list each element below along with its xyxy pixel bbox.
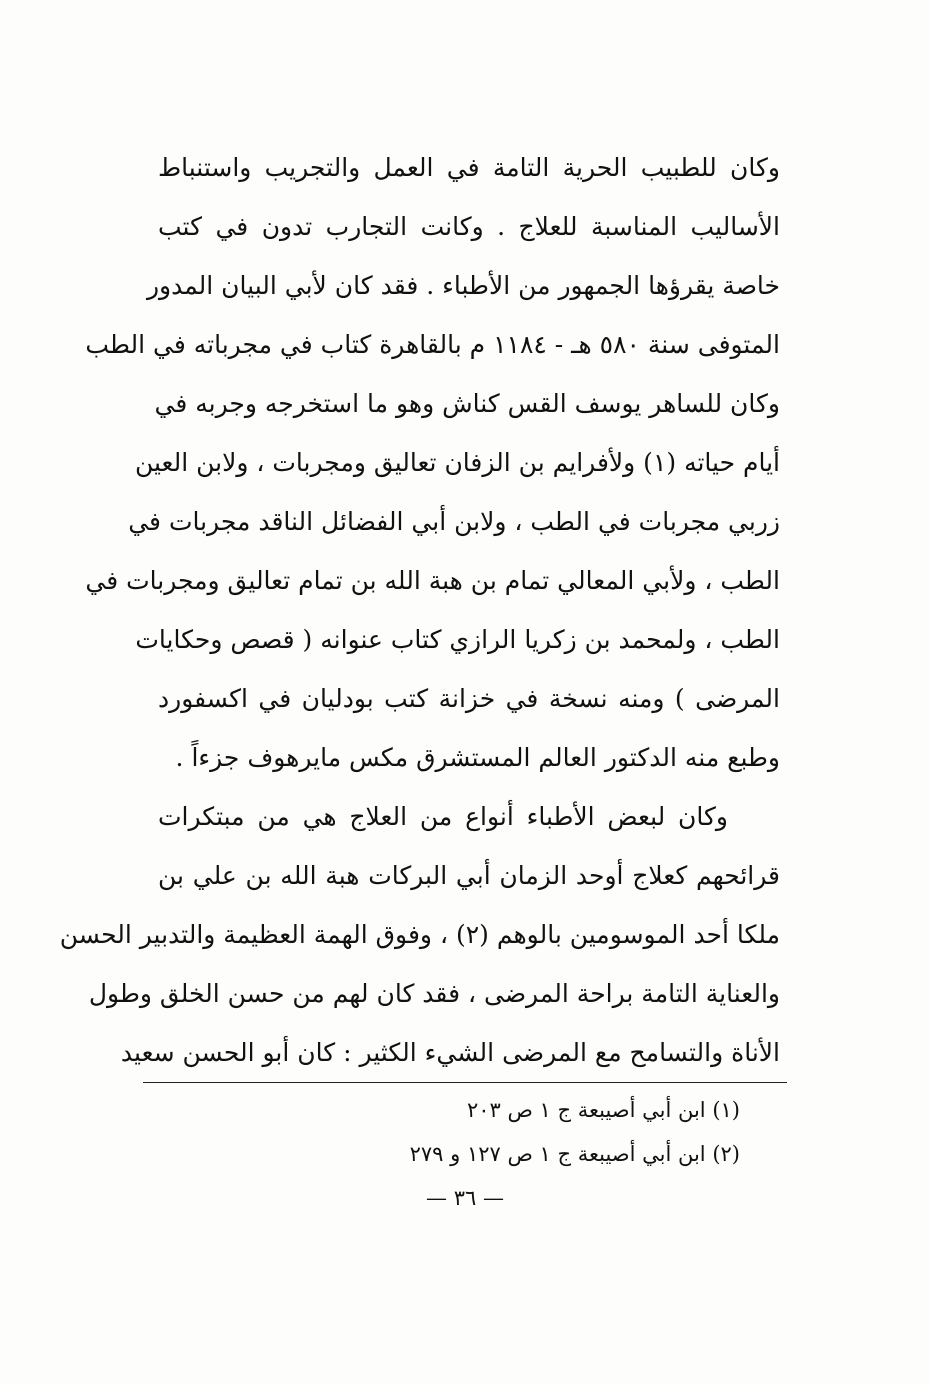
text-line: الطب ، ولأبي المعالي تمام بن هبة الله بن تمام تعاليق ومجربات في <box>85 566 780 595</box>
paragraph-start-line: وكان لبعض الأطباء أنواع من العلاج هي من مبتكرات <box>158 802 728 831</box>
body-text <box>59 138 780 1082</box>
text-line: خاصة يقرؤها الجمهور من الأطباء . فقد كان لأبي البيان المدور <box>146 271 780 300</box>
text-line: وكان للطبيب الحرية التامة في العمل والتجريب واستنباط <box>158 153 780 182</box>
text-line: الأساليب المناسبة للعلاج . وكانت التجارب تدون في كتب <box>158 212 780 241</box>
text-line: والعناية التامة براحة المرضى ، فقد كان لهم من حسن الخلق وطول <box>88 979 780 1008</box>
text-line: قرائحهم كعلاج أوحد الزمان أبي البركات هبة الله بن علي بن <box>158 861 780 890</box>
page-number: — ٣٦ — <box>426 1186 504 1210</box>
text-line: أيام حياته (١) ولأفرايم بن الزفان تعاليق ومجربات ، ولابن العين <box>134 448 780 477</box>
footnote-2: (٢) ابن أبي أصيبعة ج ١ ص ١٢٧ و ٢٧٩ <box>409 1142 740 1166</box>
text-line: زربي مجربات في الطب ، ولابن أبي الفضائل الناقد مجربات في <box>128 507 780 536</box>
footnote-1: (١) ابن أبي أصيبعة ج ١ ص ٢٠٣ <box>466 1098 740 1122</box>
text-line: ملكا أحد الموسومين بالوهم (٢) ، وفوق الهمة العظيمة والتدبير الحسن <box>59 920 780 949</box>
text-line: الطب ، ولمحمد بن زكريا الرازي كتاب عنوانه ( قصص وحكايات <box>135 625 780 654</box>
footnote-divider <box>143 1082 787 1083</box>
text-line: الأناة والتسامح مع المرضى الشيء الكثير : كان أبو الحسن سعيد <box>120 1038 780 1067</box>
text-line: المتوفى سنة ٥٨٠ هـ - ١١٨٤ م بالقاهرة كتاب في مجرباته في الطب <box>85 330 780 359</box>
text-line: وكان للساهر يوسف القس كناش وهو ما استخرجه وجربه في <box>154 389 780 418</box>
footnotes <box>360 1088 740 1176</box>
paragraph-end-line: وطبع منه الدكتور العالم المستشرق مكس مايرهوف جزءاً . <box>175 743 780 772</box>
text-line: المرضى ) ومنه نسخة في خزانة كتب بودليان في اكسفورد <box>158 684 780 713</box>
